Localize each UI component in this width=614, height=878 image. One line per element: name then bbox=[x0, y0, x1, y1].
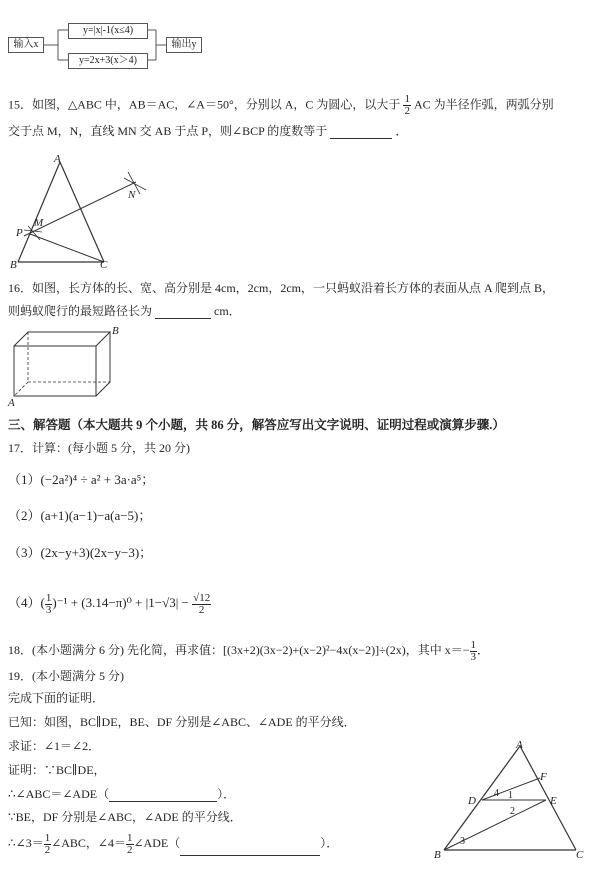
q19-line2: 已知：如图，BC∥DE，BE、DF 分别是∠ABC、∠ADE 的平分线． bbox=[8, 715, 356, 729]
q16-label-B: B bbox=[112, 325, 119, 337]
q17-p4-frac1 bbox=[45, 593, 53, 616]
q16-line2 bbox=[8, 303, 241, 319]
q17-part1: （1）(−2a²)⁴ ÷ a² + 3a·a⁵； bbox=[8, 472, 155, 487]
q15-text-end: ． bbox=[395, 124, 408, 138]
q17-part3: （3）(2x−y+3)(2x−y−3)； bbox=[8, 545, 153, 560]
q17-p4-label: （4） bbox=[8, 595, 41, 610]
q18-end: ． bbox=[477, 643, 490, 657]
q18-fraction bbox=[470, 640, 478, 663]
q17-p4-frac1-den: 3 bbox=[45, 603, 52, 616]
q17-p4-frac2-den: 2 bbox=[198, 603, 205, 616]
q17-p4-frac2 bbox=[192, 593, 211, 616]
q17-title: 17．计算：(每小题 5 分，共 20 分) bbox=[8, 441, 190, 455]
q19-half-1-den: 2 bbox=[44, 843, 51, 856]
q17-p4-frac2-num: √12 bbox=[193, 591, 211, 604]
section3-heading: 三、解答题（本大题共 9 个小题，共 86 分，解答应写出文字说明、证明过程或演算步骤.） bbox=[8, 418, 505, 432]
q19-line3: 求证：∠1＝∠2． bbox=[8, 739, 101, 753]
q16-answer-blank[interactable] bbox=[155, 306, 211, 319]
q19-l5-end: ）． bbox=[217, 787, 236, 801]
q18-frac-den: 3 bbox=[470, 650, 477, 663]
q19-line1: 完成下面的证明． bbox=[8, 691, 105, 705]
q19-label-D: D bbox=[468, 795, 476, 807]
q15-label-A: A bbox=[54, 153, 61, 165]
q15-triangle-figure bbox=[0, 148, 180, 272]
q19-l5-text: ∴∠ABC＝∠ADE（ bbox=[8, 787, 110, 801]
q18-line bbox=[8, 636, 489, 664]
q19-l7-d: ）． bbox=[320, 836, 339, 850]
q15-label-P: P bbox=[16, 227, 23, 239]
q19-angle-2: 2 bbox=[510, 806, 515, 817]
q18-frac-num: 1 bbox=[470, 638, 477, 651]
q15-label-B: B bbox=[10, 259, 17, 271]
q15-answer-blank[interactable] bbox=[330, 126, 392, 139]
q19-label-E: E bbox=[550, 795, 557, 807]
q16-label-A: A bbox=[8, 397, 15, 409]
q15-text-c: 交于点 M，N，直线 MN 交 AB 于点 P，则∠BCP 的度数等于 bbox=[8, 124, 328, 138]
q19-angle-3: 3 bbox=[460, 836, 465, 847]
q18-text: 18．(本小题满分 6 分) 先化简，再求值：[(3x+2)(3x−2)+(x−2)²−4x(x−2)]÷(2x)，其中 x＝− bbox=[8, 643, 470, 657]
q19-half-2-num: 1 bbox=[127, 831, 133, 844]
flowchart-cond2-box: y=2x+3(x＞4) bbox=[68, 53, 148, 69]
q19-half-2 bbox=[126, 833, 134, 856]
q17-p4-text: ⁻¹ + (3.14−π)⁰ + |1−√3| − bbox=[56, 595, 189, 610]
q19-label-B: B bbox=[434, 849, 441, 861]
q19-angle-4: 4 bbox=[494, 788, 499, 799]
q15-label-N: N bbox=[128, 189, 136, 201]
q15-frac-num: 1 bbox=[404, 93, 410, 105]
q19-l7-a: ∴∠3＝ bbox=[8, 836, 44, 850]
q15-label-M: M bbox=[34, 217, 44, 229]
q16-line1: 16．如图，长方体的长、宽、高分别是 4cm，2cm，2cm，一只蚂蚁沿着长方体的表面从点 A 爬到点 B， bbox=[8, 281, 554, 295]
q16-cuboid-figure bbox=[0, 324, 130, 410]
q19-half-1-num: 1 bbox=[44, 831, 51, 844]
q16-text-a: 则蚂蚁爬行的最短路径长为 bbox=[8, 304, 153, 318]
q19-triangle-figure bbox=[430, 738, 610, 862]
q15-line2 bbox=[8, 123, 407, 139]
flowchart-cond1-box: y=|x|-1(x≤4) bbox=[68, 23, 148, 39]
q16-text-b: cm． bbox=[214, 304, 241, 318]
q19-label-A: A bbox=[516, 739, 523, 751]
flowchart-output-box: 输出y bbox=[166, 37, 202, 53]
q19-line7 bbox=[8, 830, 338, 856]
q19-l7-b: ∠ABC，∠4＝ bbox=[51, 836, 126, 850]
q17-part4: （4）( $\frac{1}{3}$ )⁻¹ + (3.14−π)⁰ + |1−√3| − $\frac{√12}{2}$ bbox=[8, 591, 211, 616]
q15-text-a: 15．如图，△ABC 中，AB＝AC，∠A＝50°，分别以 A，C 为圆心，以大于 bbox=[8, 97, 401, 112]
q19-reason-blank-1[interactable] bbox=[109, 789, 217, 802]
q19-l7-c: ∠ADE（ bbox=[133, 836, 181, 850]
q17-p4-frac1-num: 1 bbox=[45, 591, 52, 604]
q19-label-C: C bbox=[576, 849, 584, 861]
q19-reason-blank-2[interactable] bbox=[180, 843, 320, 856]
q15-frac-den: 2 bbox=[404, 105, 410, 117]
q15-text-b: AC 为半径作弧，两弧分别 bbox=[413, 97, 554, 112]
q19-half-2-den: 2 bbox=[127, 843, 133, 856]
q19-label-F: F bbox=[540, 771, 547, 783]
q19-title: 19．(本小题满分 5 分) bbox=[8, 669, 124, 683]
q19-line6: ∵BE，DF 分别是∠ABC，∠ADE 的平分线． bbox=[8, 810, 242, 824]
q19-line4: 证明：∵BC∥DE， bbox=[8, 763, 106, 777]
q19-angle-1: 1 bbox=[508, 790, 513, 801]
q15-line1 bbox=[8, 94, 554, 117]
q15-label-C: C bbox=[100, 259, 108, 271]
flowchart-input-box: 输入x bbox=[8, 37, 44, 53]
q19-line5 bbox=[8, 786, 235, 802]
q15-fraction bbox=[403, 94, 411, 117]
q17-part2: （2）(a+1)(a−1)−a(a−5)； bbox=[8, 508, 152, 523]
